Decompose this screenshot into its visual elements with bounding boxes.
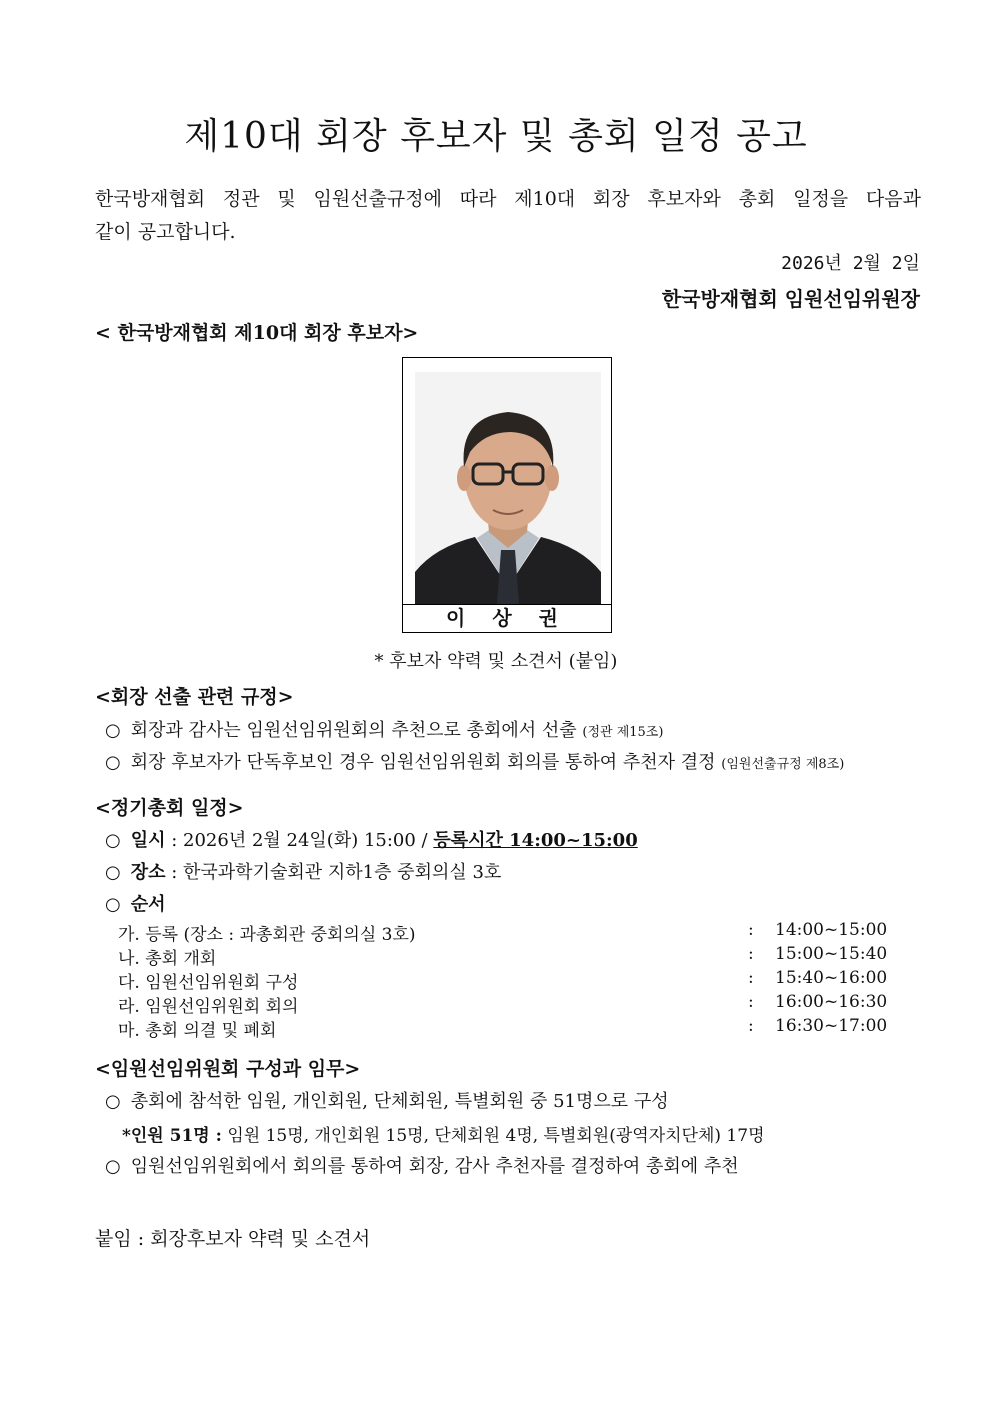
- rules-heading: <회장 선출 관련 규정>: [95, 686, 294, 708]
- committee-text: 총회에 참석한 임원, 개인회원, 단체회원, 특별회원 중 51명으로 구성: [130, 1091, 669, 1112]
- signature: 한국방재협회 임원선임위원장: [661, 287, 920, 311]
- datetime-label: 일시: [130, 830, 166, 851]
- rule-note: (임원선출규정 제8조): [721, 757, 845, 772]
- bullet: ○: [105, 862, 121, 883]
- meeting-datetime: [105, 826, 638, 852]
- schedule-colon: :: [748, 992, 754, 1012]
- rule-text: 회장과 감사는 임원선임위원회의 추천으로 총회에서 선출: [130, 720, 577, 741]
- schedule-item-label: 라. 임원선임위원회 회의: [118, 997, 299, 1017]
- meeting-heading: <정기총회 일정>: [95, 797, 244, 819]
- candidate-portrait: [415, 372, 601, 604]
- candidate-caption: * 후보자 약력 및 소견서 (붙임): [374, 651, 618, 672]
- schedule-colon: :: [748, 944, 754, 964]
- committee-members: [122, 1121, 765, 1146]
- datetime-value: : 2026년 2월 24일(화) 15:00 /: [171, 830, 428, 851]
- schedule-item-time: 14:00~15:00: [775, 920, 888, 940]
- bullet: ○: [105, 720, 121, 741]
- schedule-item-label: 나. 총회 개회: [118, 949, 217, 969]
- rule-text: 회장 후보자가 단독후보인 경우 임원선임위원회 회의를 통하여 추천자 결정: [130, 752, 716, 773]
- rule-item: [105, 716, 663, 742]
- bullet: ○: [105, 830, 121, 851]
- intro-text-line1: 한국방재협회 정관 및 임원선출규정에 따라 제10대 회장 후보자와 총회 일정을 다음과: [95, 188, 921, 210]
- place-label: 장소: [130, 862, 166, 883]
- members-label: *인원 51명 :: [122, 1126, 222, 1146]
- committee-item: [105, 1152, 739, 1178]
- rule-item: [105, 748, 844, 774]
- schedule-colon: :: [748, 968, 754, 988]
- notice-date: 2026년 2월 2일: [781, 253, 920, 274]
- schedule-colon: :: [748, 1016, 754, 1036]
- schedule-item-time: 15:40~16:00: [775, 968, 888, 988]
- schedule-item-time: 16:30~17:00: [775, 1016, 888, 1036]
- order-label: 순서: [130, 894, 166, 915]
- bullet: ○: [105, 894, 121, 915]
- schedule-item-time: 15:00~15:40: [775, 944, 888, 964]
- bullet: ○: [105, 752, 121, 773]
- schedule-item-label: 가. 등록 (장소 : 과총회관 중회의실 3호): [118, 925, 416, 945]
- bullet: ○: [105, 1091, 121, 1112]
- meeting-order: [105, 890, 166, 916]
- schedule-item-label: 다. 임원선임위원회 구성: [118, 973, 299, 993]
- rule-note: (정관 제15조): [582, 725, 664, 740]
- candidate-name: 이 상 권: [403, 604, 611, 632]
- place-value: : 한국과학기술회관 지하1층 중회의실 3호: [171, 862, 502, 883]
- schedule-colon: :: [748, 920, 754, 940]
- attachment-note: 붙임 : 회장후보자 약력 및 소견서: [95, 1228, 371, 1250]
- committee-heading: <임원선임위원회 구성과 임무>: [95, 1058, 361, 1080]
- committee-text: 임원선임위원회에서 회의를 통하여 회장, 감사 추천자를 결정하여 총회에 추천: [130, 1156, 739, 1177]
- candidate-photo-frame: [402, 357, 612, 633]
- bullet: ○: [105, 1156, 121, 1177]
- members-value: 임원 15명, 개인회원 15명, 단체회원 4명, 특별회원(광역자치단체) 17명: [227, 1126, 765, 1146]
- page-title: 제10대 회장 후보자 및 총회 일정 공고: [184, 116, 808, 157]
- intro-text-line2: 같이 공고합니다.: [95, 221, 236, 243]
- schedule-item-label: 마. 총회 의결 및 폐회: [118, 1021, 277, 1041]
- candidate-heading: < 한국방재협회 제10대 회장 후보자>: [95, 322, 419, 344]
- schedule-item-time: 16:00~16:30: [775, 992, 888, 1012]
- registration-time: 등록시간 14:00~15:00: [433, 830, 638, 851]
- committee-item: [105, 1087, 669, 1113]
- meeting-place: [105, 858, 501, 884]
